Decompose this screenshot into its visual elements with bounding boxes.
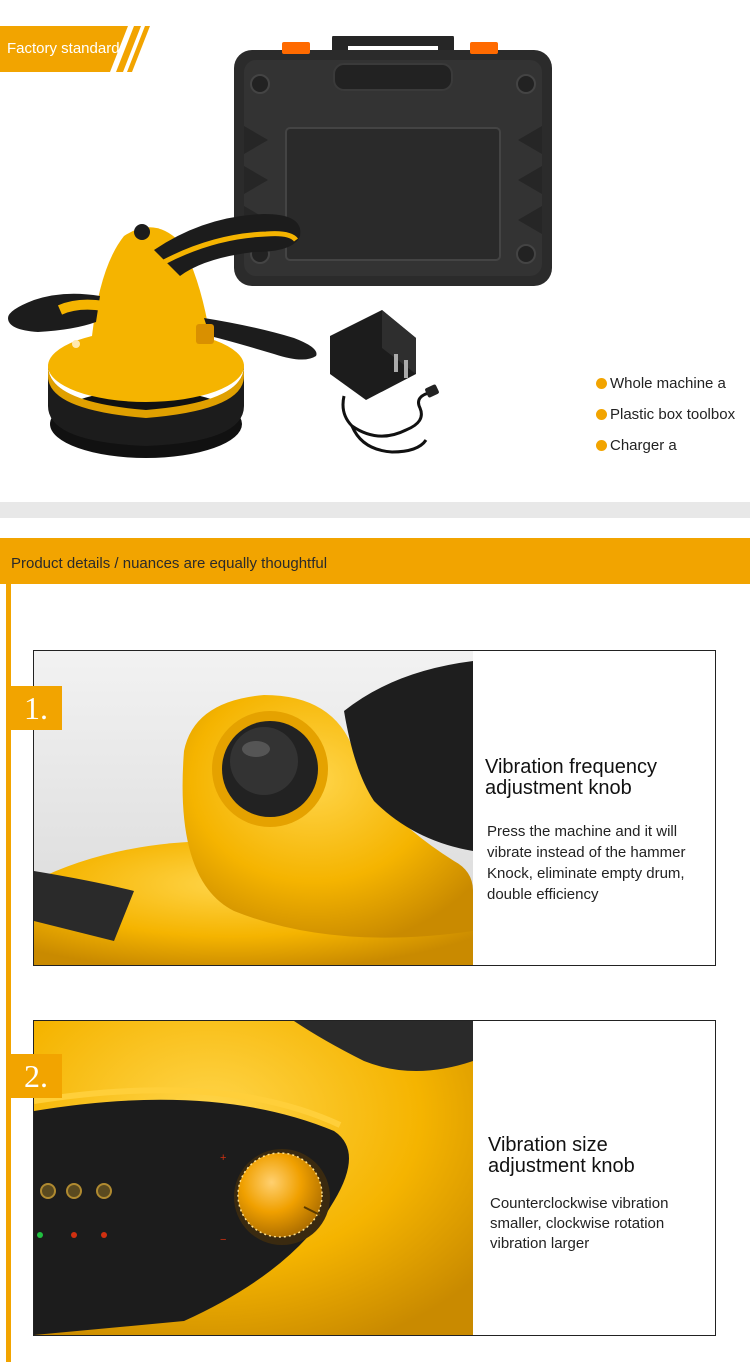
svg-text:+: +: [220, 1152, 227, 1164]
feature-title: Vibration size: [488, 1134, 608, 1156]
feature-text-2: [485, 1021, 713, 1335]
feature-title: adjustment knob: [488, 1155, 635, 1177]
charger-image: [322, 304, 440, 462]
feature-text-1: [485, 651, 713, 965]
factory-standard-banner: [0, 26, 140, 72]
feature-desc-line: vibrate instead of the hammer: [487, 844, 686, 861]
feature-panel-size-knob: [33, 1020, 716, 1336]
bullet-icon: [596, 440, 607, 451]
accessory-list: [596, 368, 750, 461]
svg-text:−: −: [220, 1234, 227, 1246]
feature-title: Vibration frequency: [485, 756, 657, 778]
section-divider: [0, 502, 750, 518]
details-title: Product details / nuances are equally thoughtful: [11, 555, 328, 572]
feature-title: adjustment knob: [485, 777, 632, 799]
bullet-icon: [596, 378, 607, 389]
feature-panel-frequency-knob: [33, 650, 716, 966]
size-knob-closeup-image: [34, 1021, 473, 1335]
banner-label: Factory standard: [7, 40, 120, 57]
details-header-bar: [0, 538, 750, 584]
feature-number-badge: 2.: [10, 1054, 62, 1098]
feature-desc-line: Knock, eliminate empty drum,: [487, 865, 685, 882]
feature-desc-line: Press the machine and it will: [487, 823, 678, 840]
bullet-icon: [596, 409, 607, 420]
feature-desc-line: smaller, clockwise rotation: [490, 1215, 665, 1232]
vibration-tool-image: [4, 206, 322, 464]
frequency-knob-closeup-image: [34, 651, 473, 965]
feature-number-badge: 1.: [10, 686, 62, 730]
feature-desc-line: vibration larger: [490, 1235, 590, 1252]
accessory-label: Whole machine a: [610, 375, 726, 392]
accessory-label: Plastic box toolbox: [610, 406, 736, 423]
feature-desc-line: Counterclockwise vibration: [490, 1195, 669, 1212]
accessory-item: [596, 399, 750, 430]
accessory-item: [596, 430, 750, 461]
accessory-label: Charger a: [610, 437, 677, 454]
accessory-item: [596, 368, 750, 399]
feature-desc-line: double efficiency: [487, 886, 599, 903]
